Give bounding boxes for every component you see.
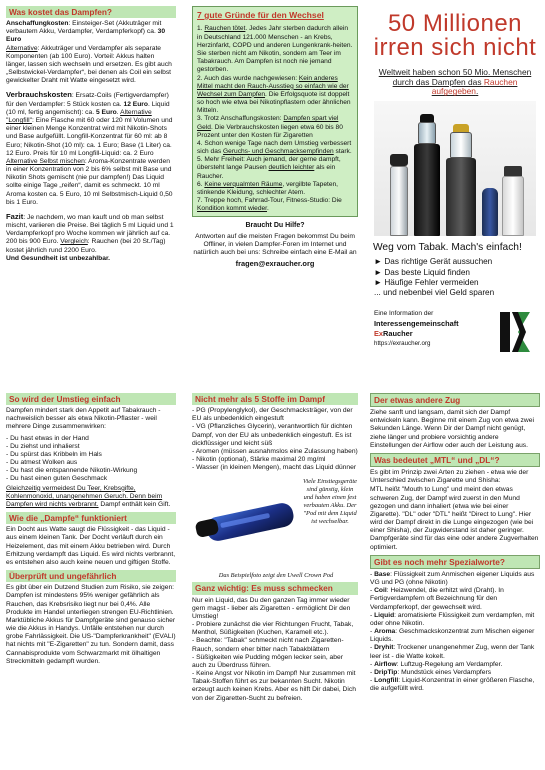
ingredient-item: - PG (Propylenglykol), der Geschmacksträger, von der EU als unbedenklich eingestuft <box>192 407 353 423</box>
reason-item: 7. Treppe hoch, Fahrrad-Tour, Fitness-Studio: Die Kondition kommt wieder. <box>197 197 342 213</box>
glossary-item: - Base: Flüssigkeit zum Anmischen eigener Liquids aus VG und PG (ohne Nikotin) <box>370 570 535 587</box>
help-text: Antworten auf die meisten Fragen bekommst Du beim Offliner, in vielen Dampfer-Foren im Internet und natürlich auch bei uns: Schreibe einfach eine E-Mail an <box>193 232 357 257</box>
publisher-brand: ExRaucher <box>374 328 413 338</box>
pod-caption: Viele Einstiegsgeräte sind günstig, klein und haben einen fest verbauten Akku. Der "Pod mit dem Liquid ist wechselbar. <box>302 478 357 526</box>
safety-text: Es gibt über ein Dutzend Studien zum Risiko, sie zeigen: Dampfen ist mindestens 95% weniger gefährlich als Rauchen, das Krebsrisiko liegt nur bei 0,4%. Alle Produkte im Handel unterliegen strengen EU-Richtlinien. Marktübliche Akkus für Dampfgeräte sind genauso sicher wie die Akkus in Handys. Unfälle entstehen nur durch grobe Fahrlässigkeit. Die US-"Dampferkrankheit" (EVALI) hat nichts mit "E-Zigaretten" zu tun. Sondern damit, dass Cannabisprodukte vom Schwarzmarkt mit ölhaltigen Streckmitteln gedampft wurden. <box>6 584 176 665</box>
panel-reasons <box>192 6 358 378</box>
draw-heading: Der etwas andere Zug <box>370 393 540 407</box>
cover-bullets <box>374 257 540 298</box>
draw-text: Ziehe sanft und langsam, damit sich der Dampf entwickeln kann. Beginne mit einem Zug von etwa zwei Sekunden Länge. Wenn Dir der Dampf nicht genügt, ziehe länger und probiere vorsichtig andere Einstellungen der Airflow oder auch der Leistung aus. <box>370 409 534 449</box>
reasons-box <box>192 6 358 217</box>
cover-subtitle: Weltweit haben schon 50 Mio. Menschen durch das Dampfen das Rauchen aufgegeben. <box>378 67 532 97</box>
cover-slogan: Weg vom Tabak. Mach's einfach! <box>373 241 522 253</box>
cover-bullet: ► Das richtige Gerät aussuchen <box>374 257 493 267</box>
glossary-item: - Liquid: aromatisierte Flüssigkeit zum verdampfen, mit oder ohne Nikotin. <box>370 611 535 627</box>
reasons-heading: 7 gute Gründe für den Wechsel <box>197 10 324 20</box>
switch-benefits: Gleichzeitig vermeidest Du Teer, Krebsgifte, Kohlenmonoxid, unangenehmen Geruch. Denn beim Dampfen wird nichts verbrannt. Dampf enthält kein Gift. <box>6 484 171 508</box>
taste-list <box>192 597 358 703</box>
conclusion: Fazit: Je nachdem, wo man kauft und ob man selbst mischt, variieren die Preise. Bei täglich 5 ml Liquid und 1 Verdampferkopf pro Woche kommen wir jährlich auf ca. 200 bis 900 Euro. Vergleich: Rauchen (bei 20 St./Tag) kostet jährlich rund 2200 Euro. Und Gesundheit ist unbezahlbar. <box>6 211 174 262</box>
function-text: Ein Docht aus Watte saugt die Flüssigkeit - das Liquid - aus einem kleinen Tank. Der Docht verläuft durch ein Heizelement, das mit einem Akku betrieben wird. Durch Erhitzung verdampft das Liquid. Es wird nichts verbrannt, es entstehen also auch keine neuen und giftigen Stoffe. <box>6 526 176 566</box>
reason-item: 4. Schon wenige Tage nach dem Umstieg verbessert sich das Geruchs- und Geschmacksempfinden stark. <box>197 139 352 156</box>
function-heading: Wie die „Dampfe“ funktioniert <box>6 512 176 524</box>
publisher-url[interactable]: https://exraucher.org <box>374 340 431 348</box>
reason-item: 5. Mehr Freiheit: Auch jemand, der gerne dampft, übersteht lange Pausen deutlich leichter als ein Raucher. <box>197 156 341 180</box>
switch-intro: Dampfen mindert stark den Appetit auf Tabakrauch - nachweislich besser als etwa Nikotin-Pflaster - weil mehrere Dinge zusammenwirken: <box>6 407 161 431</box>
publisher-intro: Eine Information der <box>374 310 434 318</box>
switch-list-item: - Du spürst das Kribbeln im Hals <box>6 450 102 458</box>
mtl-dl-heading: Was bedeutet „MTL“ und „DL“? <box>370 453 540 467</box>
glossary-item: - DripTip: Mundstück eines Verdampfers <box>370 668 492 676</box>
safety-heading: Überprüft und ungefährlich <box>6 570 176 582</box>
taste-heading: Ganz wichtig: Es muss schmecken <box>192 582 358 594</box>
cover-bullet: ► Häufige Fehler vermeiden <box>374 277 479 287</box>
switch-list-item: - Du ziehst und inhalierst <box>6 442 80 450</box>
help-email[interactable]: fragen@exraucher.org <box>235 259 315 269</box>
publisher-block <box>374 310 540 362</box>
reason-item: 3. Trotz Anschaffungskosten: Dampfen spart viel Geld. Die Verbrauchskosten liegen etwa 60 bis 80 Prozent unter den Kosten für Zigaretten <box>197 115 343 139</box>
switch-list-item: - Du atmest Wolken aus <box>6 459 78 467</box>
switch-list-item: - Du hast einen guten Geschmack <box>6 475 108 483</box>
panel-costs <box>6 6 176 378</box>
glossary-item: - Aroma: Geschmackskonzentrat zum Mischen eigener Liquids. <box>370 628 535 644</box>
ingredient-item: - Aromen (müssen ausnahmslos eine Zulassung haben) <box>192 447 358 455</box>
taste-item: - Beachte: "Tabak" schmeckt nicht nach Zigaretten-Rauch, sondern eher bitter nach Tabakblättern <box>192 637 344 653</box>
exraucher-logo-icon <box>496 310 532 354</box>
ingredients-heading: Nicht mehr als 5 Stoffe im Dampf <box>192 393 358 405</box>
switch-list-item: - Du hast etwas in der Hand <box>6 434 89 442</box>
mtl-dl-text: MTL heißt "Mouth to Lung" und meint den etwas schweren Zug, der Dampf wird zuerst in den Mund gezogen und dann inhaliert (etwa wie bei einer Zigarette). "DL" oder "DTL" heißt "Direct to Lung". Hier wird der Dampf direkt in die Lunge eingezogen (wie bei einer Shisha), der Zugwiderstand ist daher geringer. Dampfgeräte sind für das eine oder andere Zugverhalten optimiert. <box>370 486 539 551</box>
help-title: Braucht Du Hilfe? <box>245 222 305 230</box>
glossary-list <box>370 571 540 694</box>
switch-list <box>6 435 176 484</box>
glossary-item: - Airflow: Luftzug-Regelung am Verdampfer. <box>370 660 503 668</box>
panel-switch <box>6 393 176 765</box>
taste-item: - Süßigkeiten wie Pudding mögen lecker sein, aber auch zu Überdruss führen. <box>192 653 343 669</box>
glossary-item: - Coil: Heizwendel, die erhitzt wird (Draht). In Fertigverdampfern oft Bezeichnung für den Verdampferkopf, der gewechselt wird. <box>370 587 504 611</box>
taste-item: - Keine Angst vor Nikotin im Dampf! Nur zusammen mit Tabak-Stoffen führt es zur bekannten Sucht. Nikotin erzeugt auch keinen Krebs. Aber es hilft Dir dabei, Dich von der Zigaretten-Sucht zu befreien. <box>192 670 356 702</box>
panel-terms <box>370 393 540 765</box>
ingredient-item: - Wasser (in kleinen Mengen), macht das Liquid dünner <box>192 464 357 472</box>
ingredients-list <box>192 407 358 472</box>
cover-bullet: ► Das beste Liquid finden <box>374 267 470 277</box>
glossary-item: - Longfill: Liquid-Konzentrat in einer größeren Flasche, die aufgefüllt wird. <box>370 677 535 693</box>
panel-cover <box>370 6 540 378</box>
glossary-heading: Gibt es noch mehr Spezialworte? <box>370 555 540 569</box>
publisher-name: Interessengemeinschaft <box>374 318 459 328</box>
mtl-dl-intro: Es gibt im Prinzip zwei Arten zu ziehen - etwa wie der Unterschied zwischen Zigarette und Shisha: <box>370 469 529 485</box>
switch-heading: So wird der Umstieg einfach <box>6 393 176 405</box>
pod-photo-area <box>192 476 358 580</box>
ingredient-item: - Nikotin (optional), Stärke maximal 20 mg/ml <box>192 456 326 464</box>
ecig-product-photo <box>374 101 536 236</box>
reasons-list <box>197 25 353 213</box>
acquisition-costs: Anschaffungkosten: Einsteiger-Set (Akkuträger mit verbautem Akku, Verdampfer, Verdampferkopf) ca. 30 Euro Alternative: Akkuträger und Verdampfer als separate Komponenten (ab 100 Euro). Vorteil: Akkus halten länger, lassen sich wechseln und ersetzen. Es gibt auch „Selbstwickel-Verdampfer“, bei denen als Coil ein selbst gewickelter Draht mit Watte eingesetzt wird. <box>6 20 172 85</box>
switch-list-item: - Du hast die entspannende Nikotin-Wirkung <box>6 467 138 475</box>
reason-item: 1. Rauchen tötet. Jedes Jahr sterben dadurch allein in Deutschland 121.000 Menschen - an Krebs, Herzinfarkt, COPD und anderen Lungenkrank-heiten. Sie sterben nicht am Nikotin, sondern am Teer im Tabakrauch. Am Dampfen ist noch nie jemand gestorben. <box>197 25 353 74</box>
cover-title-line1: 50 Millionen <box>387 10 523 37</box>
ingredient-item: - VG (Pflanzliches Glycerin), verantwortlich für dichten Dampf, von der EU als unbedenklich eingestuft. Es ist dickflüssiger und leicht süß <box>192 423 353 447</box>
panel-ingredients <box>192 393 358 765</box>
help-section <box>192 222 358 268</box>
cover-bullet: ... und nebenbei viel Geld sparen <box>374 288 495 298</box>
taste-item: - Probiere zunächst die vier Richtungen Frucht, Tabak, Menthol, Süßigkeiten (Kuchen, Karamell etc.). <box>192 621 354 637</box>
taste-item: Nur ein Liquid, das Du den ganzen Tag immer wieder gern magst - lieber als Zigaretten - ermöglicht Dir den Umstieg! <box>192 596 351 620</box>
reason-item: 6. Keine verqualmten Räume, vergilbte Tapeten, stinkende Kleidung, schlechter Atem. <box>197 180 339 196</box>
reason-item: 2. Auch das wurde nachgewiesen: Kein anderes Mittel macht den Rauch-Ausstieg so einfach wie der Wechsel zum Dampfen. Die Erfolgsquote ist doppelt so hoch wie etwa bei Nikotinpflastern oder ähnlichen Mitteln. <box>197 74 351 115</box>
pod-photo-credit: Das Beispielfoto zeigt den Uwell Crown Pod <box>218 572 334 580</box>
glossary-item: - Dryhit: Trockener unangenehmer Zug, wenn der Tank leer ist - die Watte kokelt. <box>370 644 535 660</box>
consumption-costs: Verbrauchskosten: Ersatz-Coils (Fertigverdampfer) für den Verdampfer: 5 Stück kosten ca. 12 Euro. Liquid (10 ml, fertig angemischt): ca. 5 Euro. Alternative "Longfill": Eine Flasche mit 60 oder 120 ml Volumen und einer kleinen Menge Konzentrat wird mit Nikotin-Shots und Base aufgefüllt. Longfill-Konzentrat für 60 ml: ab 8 Euro; Nikotin-Shot (10 ml): ca. 1 Euro; Base (1 Liter) ca. 12 Euro. Preis für 10 ml Longfill-Liquid: ca. 2 Euro Alternative Selbst mischen: Aroma-Konzentrate werden in einer Konzentration von 2 bis 6% selbst mit Base und Nikotin Shots gemischt (nie pur dampfen!) Das Liquid sollte einige Tage „reifen“, damit es schmeckt. 10 ml Aroma kosten ca. 5 Euro, 10 ml Selbstmisch-Liquid 0,50 bis 1 Euro. <box>6 90 173 206</box>
costs-heading: Was kostet das Dampfen? <box>6 6 176 18</box>
fold-line <box>0 384 545 386</box>
cover-title-line2: irren sich nicht <box>373 34 537 61</box>
pod-device-image <box>192 480 302 570</box>
